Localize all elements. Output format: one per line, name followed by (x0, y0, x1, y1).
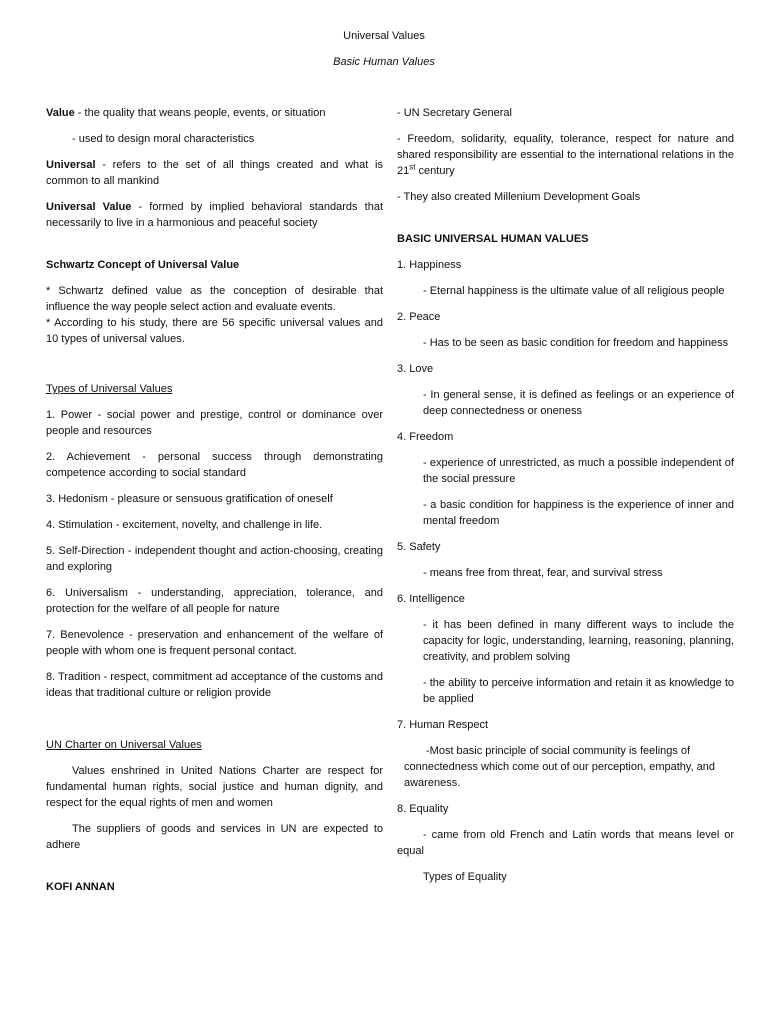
universal-value-definition (46, 199, 383, 231)
list-item: 6. Universalism - understanding, appreciation, tolerance, and protection for the welfare of all people for nature (46, 587, 383, 615)
schwartz-paragraph: * Schwartz defined value as the conception of desirable that influence the way people select action and evaluate events. (46, 285, 383, 313)
value-description: - the ability to perceive information and retain it as knowledge to be applied (423, 677, 734, 705)
un-secretary-line: - UN Secretary General (397, 107, 512, 119)
term-label: Universal (46, 159, 96, 171)
list-item: 2. Achievement - personal success through demonstrating competence according to social standard (46, 451, 383, 479)
text-span: - Freedom, solidarity, equality, tolerance, respect for nature and shared responsibility are essential to the international relations in the 21 (397, 133, 734, 177)
value-heading: 3. Love (397, 363, 434, 375)
kofi-annan-heading: KOFI ANNAN (46, 881, 115, 893)
value-heading: 7. Human Respect (397, 719, 489, 731)
value-heading: 6. Intelligence (397, 593, 465, 605)
value-heading: 5. Safety (397, 541, 441, 553)
list-item: 8. Tradition - respect, commitment ad acceptance of the customs and ideas that traditional culture or religion provide (46, 671, 383, 699)
value-heading: 8. Equality (397, 803, 449, 815)
term-label: Universal Value (46, 201, 132, 213)
un-charter-paragraph: The suppliers of goods and services in UN are expected to adhere (46, 823, 383, 851)
mdg-line: - They also created Millenium Development Goals (397, 191, 641, 203)
term-definition: - the quality that weans people, events, or situation (74, 107, 326, 119)
schwartz-heading: Schwartz Concept of Universal Value (46, 259, 240, 271)
types-heading: Types of Universal Values (46, 383, 173, 395)
schwartz-paragraph: * According to his study, there are 56 specific universal values and 10 types of universal values. (46, 317, 383, 345)
value-description: - experience of unrestricted, as much a possible independent of the social pressure (423, 457, 734, 485)
value-description: - means free from threat, fear, and survival stress (423, 567, 663, 579)
left-column (46, 105, 383, 905)
document-subtitle: Basic Human Values (333, 56, 435, 68)
value-description: - came from old French and Latin words that means level or equal (397, 829, 734, 857)
value-heading: 1. Happiness (397, 259, 462, 271)
value-definition (46, 105, 383, 121)
term-label: Value (46, 107, 75, 119)
value-description: - Eternal happiness is the ultimate value of all religious people (423, 285, 725, 297)
freedom-paragraph (397, 131, 734, 179)
superscript: st (409, 162, 416, 172)
list-item: 1. Power - social power and prestige, control or dominance over people and resources (46, 409, 383, 437)
value-use: - used to design moral characteristics (72, 133, 255, 145)
un-charter-paragraph: Values enshrined in United Nations Charter are respect for fundamental human rights, social justice and human dignity, and respect for the equal rights of men and women (46, 765, 383, 809)
text-span: century (415, 165, 455, 177)
right-column (397, 105, 734, 895)
types-of-equality: Types of Equality (423, 871, 507, 883)
term-definition: - refers to the set of all things created and what is common to all mankind (46, 159, 383, 187)
basic-values-heading: BASIC UNIVERSAL HUMAN VALUES (397, 233, 589, 245)
document-title: Universal Values (343, 30, 425, 42)
value-description: - Has to be seen as basic condition for freedom and happiness (423, 337, 729, 349)
list-item: 7. Benevolence - preservation and enhancement of the welfare of people with whom one is frequent personal contact. (46, 629, 383, 657)
list-item: 3. Hedonism - pleasure or sensuous gratification of oneself (46, 493, 333, 505)
value-description: - a basic condition for happiness is the experience of inner and mental freedom (423, 499, 734, 527)
value-description: - it has been defined in many different ways to include the capacity for logic, understanding, learning, reasoning, planning, creativity, and problem solving (423, 619, 734, 663)
list-item: 4. Stimulation - excitement, novelty, and challenge in life. (46, 519, 323, 531)
un-charter-heading: UN Charter on Universal Values (46, 739, 202, 751)
value-heading: 4. Freedom (397, 431, 454, 443)
value-heading: 2. Peace (397, 311, 441, 323)
universal-definition (46, 157, 383, 189)
list-item: 5. Self-Direction - independent thought and action-choosing, creating and exploring (46, 545, 383, 573)
value-description: - In general sense, it is defined as feelings or an experience of deep connectedness or oneness (423, 389, 734, 417)
term-definition: - formed by implied behavioral standards that necessarily to live in a harmonious and peaceful society (46, 201, 383, 229)
value-description: -Most basic principle of social community is feelings of connectedness which come out of our perception, empathy, and awareness. (404, 745, 716, 789)
